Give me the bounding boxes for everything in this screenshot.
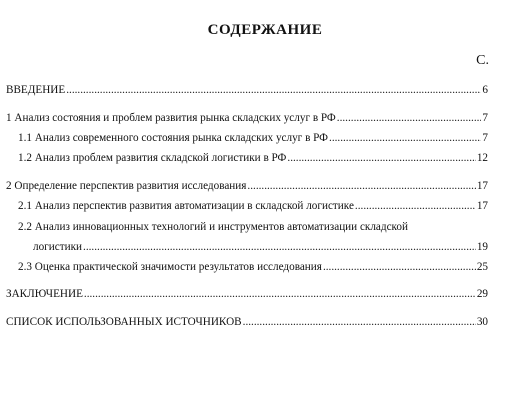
- toc-dot-leader: [84, 287, 476, 301]
- toc-entry-section-1-2: [18, 151, 488, 165]
- toc-entry-page: 29: [476, 288, 488, 300]
- toc-entry-page: 30: [476, 316, 488, 328]
- toc-dot-leader: [337, 111, 482, 125]
- toc-entry-chapter-1: [6, 111, 488, 125]
- toc-entry-page: 12: [476, 152, 488, 164]
- toc-entry-text: логистики: [33, 241, 83, 253]
- toc-entry-section-2-1: [18, 199, 488, 213]
- toc-entry-text: СПИСОК ИСПОЛЬЗОВАННЫХ ИСТОЧНИКОВ: [6, 316, 242, 328]
- toc-entry-page: 17: [476, 200, 488, 212]
- toc-entry-section-2-3: [18, 260, 488, 274]
- toc-dot-leader: [66, 83, 481, 97]
- toc-dot-leader: [83, 240, 476, 254]
- toc-entry-chapter-2: [6, 179, 488, 193]
- toc-entry-section-1-1: [18, 131, 488, 145]
- toc-entry-text: 1.2 Анализ проблем развития складской логистики в РФ: [18, 152, 287, 164]
- toc-entry-conclusion: [6, 287, 488, 301]
- page-title: СОДЕРЖАНИЕ: [207, 22, 323, 38]
- toc-dot-leader: [247, 179, 475, 193]
- page-column-label: С.: [476, 53, 489, 68]
- toc-entry-text: 1.1 Анализ современного состояния рынка складских услуг в РФ: [18, 132, 329, 144]
- toc-entry-text: 2.3 Оценка практической значимости результатов исследования: [18, 261, 322, 273]
- toc-entry-page: 7: [482, 132, 488, 144]
- toc-entry-page: 7: [482, 112, 488, 124]
- toc-entry-text: ЗАКЛЮЧЕНИЕ: [6, 288, 83, 300]
- toc-entry-text: ВВЕДЕНИЕ: [6, 84, 66, 96]
- toc-entry-section-2-2-line-1: 2.2 Анализ инновационных технологий и инструментов автоматизации складской: [18, 221, 409, 233]
- toc-entry-intro: [6, 83, 488, 97]
- toc-dot-leader: [355, 199, 476, 213]
- toc-entry-page: 17: [476, 180, 488, 192]
- toc-dot-leader: [329, 131, 481, 145]
- toc-entry-section-2-2: [33, 240, 488, 254]
- toc-dot-leader: [323, 260, 476, 274]
- toc-dot-leader: [287, 151, 475, 165]
- toc-entry-text: 2.1 Анализ перспектив развития автоматизации в складской логистике: [18, 200, 354, 212]
- toc-entry-page: 19: [476, 241, 488, 253]
- toc-entry-page: 6: [482, 84, 488, 96]
- toc-entry-text: 2 Определение перспектив развития исследования: [6, 180, 247, 192]
- toc-dot-leader: [243, 315, 476, 329]
- toc-entry-page: 25: [476, 261, 488, 273]
- toc-entry-references: [6, 315, 488, 329]
- toc-entry-text: 1 Анализ состояния и проблем развития рынка складских услуг в РФ: [6, 112, 336, 124]
